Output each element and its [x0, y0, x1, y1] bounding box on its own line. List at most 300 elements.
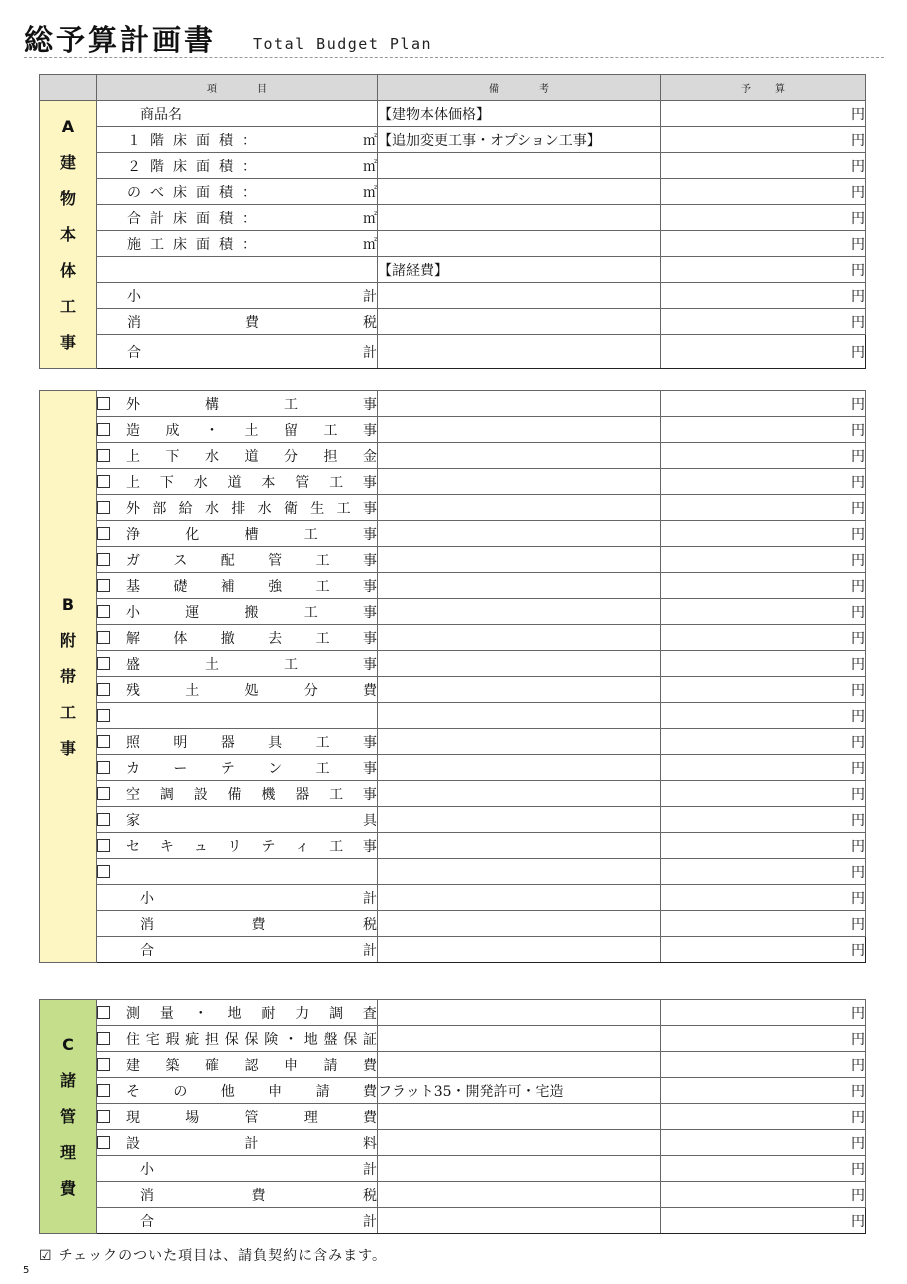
item-label-char: 水 — [257, 500, 272, 517]
note-cell[interactable] — [378, 1182, 661, 1208]
amount-cell[interactable]: 円 — [661, 153, 866, 179]
item-label-char: 査 — [362, 1005, 377, 1022]
item-cell[interactable] — [97, 599, 378, 625]
checkbox[interactable] — [97, 1084, 110, 1097]
checkbox[interactable] — [97, 475, 110, 488]
budget-row — [40, 391, 866, 417]
tax-label — [97, 309, 378, 335]
item-cell — [97, 231, 378, 257]
page-title: 総予算計画書 — [24, 23, 217, 57]
label-char: 諸 — [59, 1070, 76, 1090]
item-label-char: の — [127, 184, 141, 201]
item-label-char: 地 — [303, 1031, 318, 1048]
section-b-table — [39, 390, 866, 963]
item-label-char: 小 — [126, 604, 140, 621]
section-label — [40, 1000, 97, 1234]
amount-cell[interactable]: 円 — [661, 573, 866, 599]
note-cell[interactable] — [378, 309, 661, 335]
item-label-char: 険 — [264, 1031, 279, 1048]
item-label-char: 外 — [126, 396, 140, 413]
note-cell[interactable] — [378, 651, 661, 677]
note-cell[interactable]: 【追加変更工事・オプション工事】 — [378, 127, 661, 153]
item-label-char: 調 — [329, 1005, 344, 1022]
item-label-char: 浄 — [126, 526, 140, 543]
amount-cell[interactable]: 円 — [661, 547, 866, 573]
item-label-char: 床 — [173, 210, 187, 227]
item-cell[interactable] — [97, 1078, 378, 1104]
item-label-char: ・ — [205, 422, 219, 439]
item-label-char: 費 — [362, 1083, 377, 1100]
label-char: 本 — [59, 224, 76, 244]
checkbox[interactable] — [97, 631, 110, 644]
checkbox[interactable] — [97, 423, 110, 436]
note-cell[interactable] — [378, 573, 661, 599]
amount-cell[interactable]: 円 — [661, 179, 866, 205]
item-cell[interactable] — [97, 391, 378, 417]
label-char: 計 — [363, 288, 377, 305]
note-cell[interactable] — [378, 599, 661, 625]
budget-row — [40, 781, 866, 807]
budget-row — [40, 1078, 866, 1104]
item-label-char: 照 — [126, 734, 140, 751]
item-label-char: 床 — [173, 184, 187, 201]
item-label-char: 化 — [185, 526, 200, 543]
item-cell[interactable] — [97, 443, 378, 469]
note-cell[interactable] — [378, 729, 661, 755]
amount-cell[interactable]: 円 — [661, 205, 866, 231]
budget-row — [40, 677, 866, 703]
amount-cell[interactable]: 円 — [661, 911, 866, 937]
item-label-char: 器 — [295, 786, 310, 803]
amount-cell[interactable]: 円 — [661, 309, 866, 335]
item-label-char: 生 — [310, 500, 325, 517]
item-label-char: 水 — [204, 500, 219, 517]
item-cell — [97, 257, 378, 283]
total-row — [40, 1208, 866, 1234]
amount-cell[interactable]: 円 — [661, 807, 866, 833]
budget-row — [40, 469, 866, 495]
note-cell[interactable] — [378, 417, 661, 443]
subtotal-row — [40, 283, 866, 309]
title-divider — [24, 57, 884, 58]
checkbox[interactable] — [97, 761, 110, 774]
amount-cell[interactable]: 円 — [661, 859, 866, 885]
item-label-char: 事 — [362, 500, 377, 517]
item-label-char: 計 — [244, 1135, 259, 1152]
label-char: 計 — [363, 344, 377, 361]
item-label-char: 宅 — [145, 1031, 160, 1048]
item-label-char: 分 — [284, 448, 298, 465]
item-label-char: 土 — [185, 682, 200, 699]
item-label-char: 造 — [126, 422, 140, 439]
item-label-char: 申 — [284, 1057, 298, 1074]
amount-cell[interactable]: 円 — [661, 677, 866, 703]
checkbox[interactable] — [97, 813, 110, 826]
amount-cell[interactable]: 円 — [661, 833, 866, 859]
checkbox[interactable] — [97, 657, 110, 670]
budget-row — [40, 703, 866, 729]
checkbox[interactable] — [97, 605, 110, 618]
item-label-char: 面 — [196, 210, 210, 227]
item-label-char: 積 — [219, 236, 233, 253]
note-cell[interactable] — [378, 469, 661, 495]
item-label-char: 処 — [244, 682, 259, 699]
item-cell[interactable] — [97, 755, 378, 781]
label-char: 工 — [59, 296, 76, 316]
item-label-char: ２ — [127, 158, 141, 175]
item-cell[interactable] — [97, 1052, 378, 1078]
note-cell[interactable] — [378, 205, 661, 231]
checkbox[interactable] — [97, 787, 110, 800]
item-label-char: 下 — [159, 474, 174, 491]
checkbox[interactable] — [97, 553, 110, 566]
item-label-char: 道 — [227, 474, 242, 491]
item-label-char: ・ — [284, 1031, 298, 1048]
section-c-table — [39, 999, 866, 1234]
note-cell[interactable] — [378, 677, 661, 703]
amount-cell[interactable]: 円 — [661, 1156, 866, 1182]
amount-cell[interactable]: 円 — [661, 1182, 866, 1208]
item-cell[interactable] — [97, 547, 378, 573]
note-cell[interactable] — [378, 781, 661, 807]
budget-row — [40, 1026, 866, 1052]
item-label-char: セ — [126, 838, 140, 855]
item-label-char: 工 — [303, 526, 318, 543]
item-label-char: 地 — [227, 1005, 242, 1022]
note-cell[interactable] — [378, 833, 661, 859]
header-blank — [40, 75, 97, 101]
amount-cell[interactable]: 円 — [661, 1104, 866, 1130]
tax-row — [40, 309, 866, 335]
checkbox[interactable] — [97, 527, 110, 540]
amount-cell[interactable]: 円 — [661, 283, 866, 309]
budget-row — [40, 521, 866, 547]
item-cell[interactable] — [97, 625, 378, 651]
amount-cell[interactable]: 円 — [661, 599, 866, 625]
note-cell[interactable] — [378, 231, 661, 257]
note-cell[interactable] — [378, 179, 661, 205]
amount-cell[interactable]: 円 — [661, 469, 866, 495]
item-label-char: 積 — [219, 184, 233, 201]
checkbox[interactable] — [97, 1032, 110, 1045]
item-cell[interactable] — [97, 703, 378, 729]
item-label-char: 床 — [173, 158, 187, 175]
footnote — [39, 1245, 387, 1265]
item-label-char: 事 — [362, 474, 377, 491]
note-cell[interactable] — [378, 153, 661, 179]
note-cell[interactable]: フラット35・開発許可・宅造 — [378, 1078, 661, 1104]
label-char: 建 — [59, 152, 76, 172]
tax-label — [97, 911, 378, 937]
item-label-char: ： — [242, 236, 256, 253]
checkbox[interactable] — [97, 1110, 110, 1123]
amount-cell[interactable]: 円 — [661, 1208, 866, 1234]
note-cell[interactable] — [378, 391, 661, 417]
item-label-char: 積 — [219, 158, 233, 175]
item-label-char: 工 — [329, 838, 344, 855]
subtotal-row — [40, 1156, 866, 1182]
label-char: 消 — [127, 314, 141, 331]
amount-cell[interactable]: 円 — [661, 231, 866, 257]
item-label-char: ： — [242, 184, 256, 201]
note-cell[interactable]: 【建物本体価格】 — [378, 101, 661, 127]
item-cell — [97, 153, 378, 179]
item-label-char: 配 — [220, 552, 235, 569]
note-cell[interactable] — [378, 885, 661, 911]
amount-cell[interactable]: 円 — [661, 335, 866, 369]
item-label-char: 担 — [323, 448, 338, 465]
item-label-char: 礎 — [173, 578, 188, 595]
item-label-char: 申 — [268, 1083, 283, 1100]
amount-cell[interactable]: 円 — [661, 1130, 866, 1156]
amount-cell[interactable]: 円 — [661, 781, 866, 807]
note-cell[interactable] — [378, 937, 661, 963]
item-label-char: 明 — [173, 734, 188, 751]
item-cell[interactable] — [97, 1000, 378, 1026]
amount-cell[interactable]: 円 — [661, 1026, 866, 1052]
checkbox[interactable] — [97, 501, 110, 514]
item-label-char: 盛 — [126, 656, 140, 673]
item-label-char: 床 — [173, 236, 187, 253]
budget-row — [40, 205, 866, 231]
label-char: 附 — [59, 630, 76, 650]
note-cell[interactable] — [378, 807, 661, 833]
amount-cell[interactable]: 円 — [661, 127, 866, 153]
item-label-char: 解 — [126, 630, 140, 647]
checkbox[interactable] — [97, 1058, 110, 1071]
budget-row — [40, 101, 866, 127]
item-cell[interactable] — [97, 1104, 378, 1130]
section-label — [40, 391, 97, 963]
item-label-char: 合 — [127, 210, 141, 227]
item-cell[interactable] — [97, 807, 378, 833]
label-char: 事 — [59, 738, 76, 758]
amount-cell[interactable]: 円 — [661, 703, 866, 729]
item-label-char: 費 — [363, 1057, 377, 1074]
amount-cell[interactable]: 円 — [661, 495, 866, 521]
item-label-char: 工 — [329, 786, 344, 803]
item-label-char: 具 — [268, 734, 283, 751]
item-label-char: リ — [227, 838, 242, 855]
checkbox[interactable] — [97, 709, 110, 722]
amount-cell[interactable]: 円 — [661, 101, 866, 127]
page-subtitle: Total Budget Plan — [253, 35, 433, 53]
note-cell[interactable]: 【諸経費】 — [378, 257, 661, 283]
amount-cell[interactable]: 円 — [661, 391, 866, 417]
item-label-char: 空 — [126, 786, 140, 803]
label-char: 計 — [363, 1161, 377, 1178]
label-char: 工 — [59, 702, 76, 722]
amount-cell[interactable]: 円 — [661, 651, 866, 677]
amount-cell[interactable]: 円 — [661, 417, 866, 443]
amount-cell[interactable]: 円 — [661, 521, 866, 547]
item-label-char: 費 — [363, 1109, 377, 1126]
item-cell[interactable] — [97, 651, 378, 677]
amount-cell[interactable]: 円 — [661, 937, 866, 963]
item-label-char: 去 — [268, 630, 283, 647]
note-cell[interactable] — [378, 521, 661, 547]
note-cell[interactable] — [378, 495, 661, 521]
amount-cell[interactable]: 円 — [661, 885, 866, 911]
amount-cell[interactable]: 円 — [661, 1078, 866, 1104]
item-label-char: ： — [242, 132, 256, 149]
title-row — [24, 18, 884, 62]
tax-row — [40, 1182, 866, 1208]
item-label-char: 管 — [268, 552, 283, 569]
item-label-char: 建 — [126, 1057, 140, 1074]
item-label-char: 担 — [205, 1031, 219, 1048]
item-label-char: 盤 — [323, 1031, 338, 1048]
item-label-char: 排 — [231, 500, 246, 517]
note-cell[interactable] — [378, 625, 661, 651]
checkbox[interactable] — [97, 735, 110, 748]
item-cell[interactable] — [97, 521, 378, 547]
label-char: C — [62, 1034, 74, 1054]
label-char: 合 — [140, 1213, 154, 1230]
item-label-char: ・ — [193, 1005, 208, 1022]
item-label-char: テ — [220, 760, 235, 777]
label-char: 消 — [140, 916, 154, 933]
note-cell[interactable] — [378, 1156, 661, 1182]
budget-row — [40, 153, 866, 179]
item-label-char: 工 — [315, 578, 330, 595]
checkbox[interactable] — [97, 1006, 110, 1019]
item-label-char: 面 — [196, 132, 210, 149]
amount-cell[interactable]: 円 — [661, 257, 866, 283]
item-label-char: 階 — [150, 158, 164, 175]
item-label-char: 工 — [315, 552, 330, 569]
amount-cell[interactable]: 円 — [661, 443, 866, 469]
item-cell[interactable] — [97, 781, 378, 807]
item-label-char: 本 — [261, 474, 276, 491]
note-cell[interactable] — [378, 703, 661, 729]
checkbox[interactable] — [97, 579, 110, 592]
item-label-char: 事 — [362, 838, 377, 855]
item-cell[interactable] — [97, 1026, 378, 1052]
item-label-char: 槽 — [244, 526, 259, 543]
note-cell[interactable] — [378, 755, 661, 781]
item-label-char: 理 — [303, 1109, 318, 1126]
item-label-char: 運 — [185, 604, 200, 621]
label-char: 費 — [251, 1187, 266, 1204]
checkbox[interactable] — [97, 683, 110, 696]
item-label-char: 構 — [205, 396, 219, 413]
checked-box-icon: ☑ — [39, 1248, 53, 1264]
unit-label: ㎡ — [363, 236, 377, 253]
budget-row — [40, 231, 866, 257]
budget-row — [40, 573, 866, 599]
unit-label: ㎡ — [363, 132, 377, 149]
item-label-char: 金 — [363, 448, 377, 465]
item-label-char: 面 — [196, 158, 210, 175]
checkbox[interactable] — [97, 449, 110, 462]
checkbox[interactable] — [97, 397, 110, 410]
item-label-char: 調 — [159, 786, 174, 803]
item-label-char: キ — [159, 838, 174, 855]
item-label-char: 瑕 — [165, 1031, 180, 1048]
item-label-char: 事 — [362, 578, 377, 595]
label-char: 理 — [59, 1142, 76, 1162]
subtotal-label — [97, 1156, 378, 1182]
item-label-char: 家 — [126, 812, 140, 829]
label-char: 費 — [59, 1178, 76, 1198]
total-label — [97, 1208, 378, 1234]
item-label-char: べ — [150, 184, 164, 201]
item-label-char: 確 — [205, 1057, 219, 1074]
budget-row — [40, 1000, 866, 1026]
item-label-char: 工 — [329, 474, 344, 491]
amount-cell[interactable]: 円 — [661, 729, 866, 755]
item-cell — [97, 127, 378, 153]
item-label-char: ィ — [295, 838, 310, 855]
item-cell[interactable] — [97, 1130, 378, 1156]
budget-row — [40, 651, 866, 677]
note-cell[interactable] — [378, 443, 661, 469]
item-label-char: 費 — [363, 682, 377, 699]
item-label-char: 面 — [196, 236, 210, 253]
item-label-char: 事 — [362, 786, 377, 803]
subtotal-label — [97, 283, 378, 309]
checkbox[interactable] — [97, 1136, 110, 1149]
amount-cell[interactable]: 円 — [661, 625, 866, 651]
note-cell[interactable] — [378, 1026, 661, 1052]
amount-cell[interactable]: 円 — [661, 1052, 866, 1078]
item-label-char: 請 — [315, 1083, 330, 1100]
note-cell[interactable] — [378, 1208, 661, 1234]
item-cell[interactable] — [97, 833, 378, 859]
item-label-char: １ — [127, 132, 141, 149]
budget-row — [40, 599, 866, 625]
note-cell[interactable] — [378, 547, 661, 573]
item-cell[interactable] — [97, 417, 378, 443]
note-cell[interactable] — [378, 335, 661, 369]
item-cell[interactable] — [97, 859, 378, 885]
item-label-char: 工 — [336, 500, 351, 517]
item-label-char: 体 — [173, 630, 188, 647]
note-cell[interactable] — [378, 1000, 661, 1026]
note-cell[interactable] — [378, 859, 661, 885]
item-label-char: 搬 — [244, 604, 259, 621]
item-label-char: 管 — [295, 474, 310, 491]
item-cell[interactable] — [97, 677, 378, 703]
budget-row — [40, 755, 866, 781]
amount-cell[interactable]: 円 — [661, 755, 866, 781]
label-char: B — [61, 594, 75, 614]
note-cell[interactable] — [378, 1052, 661, 1078]
item-label-char: 測 — [126, 1005, 140, 1022]
total-row — [40, 335, 866, 369]
checkbox[interactable] — [97, 865, 110, 878]
item-label-char: ガ — [126, 552, 140, 569]
note-cell[interactable] — [378, 1130, 661, 1156]
item-cell[interactable] — [97, 729, 378, 755]
budget-row — [40, 1104, 866, 1130]
item-label-char: 土 — [205, 656, 219, 673]
item-label-char: 量 — [159, 1005, 174, 1022]
note-cell[interactable] — [378, 1104, 661, 1130]
item-cell[interactable] — [97, 573, 378, 599]
item-label-char: 事 — [362, 630, 377, 647]
unit-label: ㎡ — [363, 158, 377, 175]
item-cell[interactable] — [97, 495, 378, 521]
item-cell — [97, 179, 378, 205]
checkbox[interactable] — [97, 839, 110, 852]
item-cell[interactable] — [97, 469, 378, 495]
item-label-char: 床 — [173, 132, 187, 149]
note-cell[interactable] — [378, 283, 661, 309]
amount-cell[interactable]: 円 — [661, 1000, 866, 1026]
note-cell[interactable] — [378, 911, 661, 937]
